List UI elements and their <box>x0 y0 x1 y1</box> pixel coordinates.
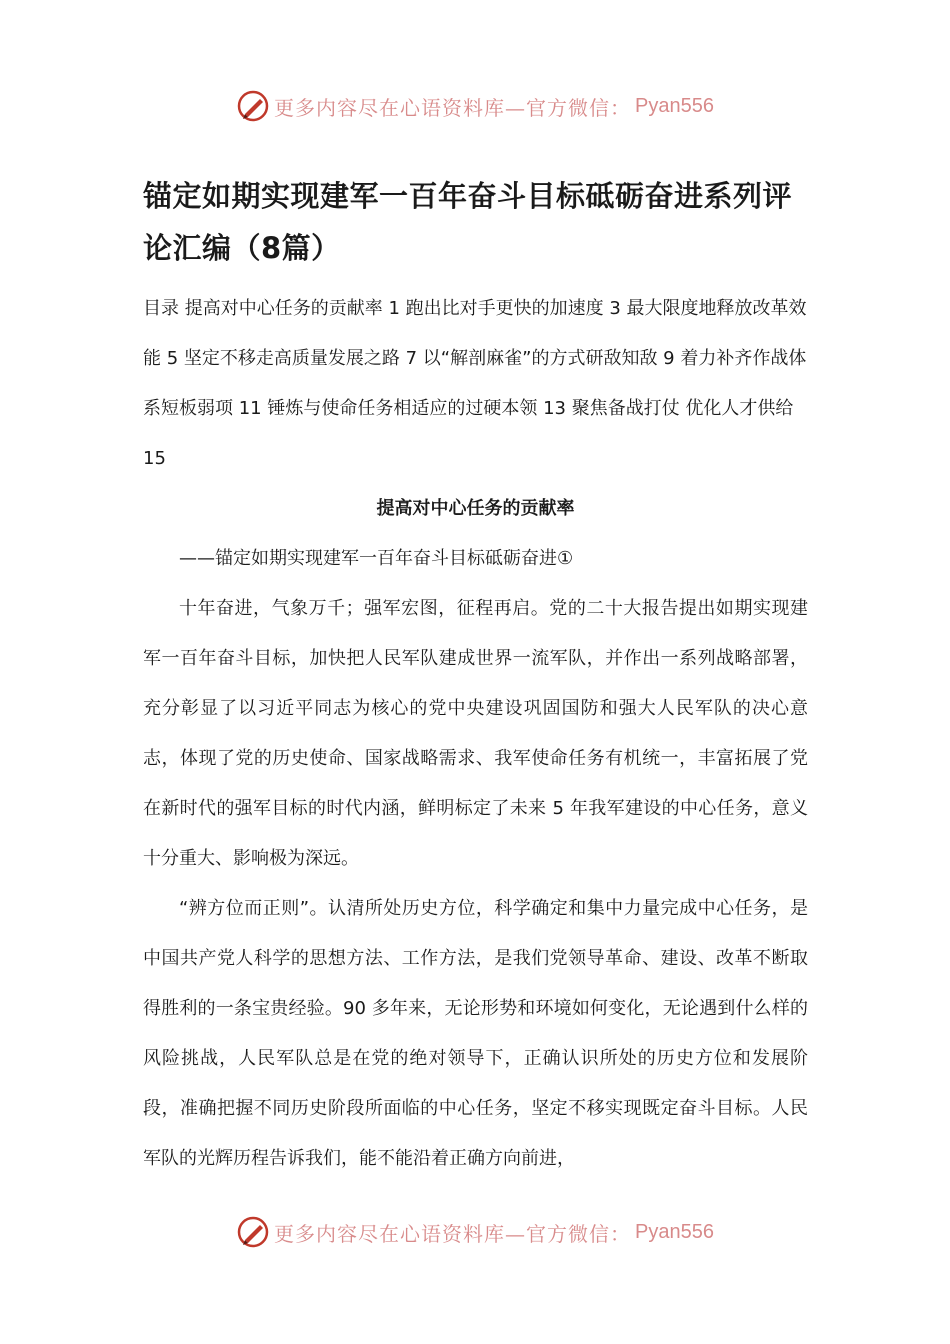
section-title: 提高对中心任务的贡献率 <box>376 498 575 519</box>
paragraph: “辨方位而正则”。认清所处历史方位，科学确定和集中力量完成中心任务，是中国共产党人科学的思想方法、工作方法，是我们党领导革命、建设、改革不断取得胜利的一条宝贵经验。90 多年来，无论形势和环境如何变化，无论遇到什么样的风险挑战，人民军队总是在党的绝对领导下，正确认识所处的历史方位和发展阶段，准确把握不同历史阶段所面临的中心任务，坚定不移实现既定奋斗目标。人民军队的光辉历程告诉我们，能不能沿着正确方向前进， <box>143 898 808 1169</box>
table-of-contents: 目录 提高对中心任务的贡献率 1 跑出比对手更快的加速度 3 最大限度地释放改革效能 5 坚定不移走高质量发展之路 7 以“解剖麻雀”的方式研敌知敌 9 着力补齐作战体系短板弱项 11 锤炼与使命任务相适应的过硬本领 13 聚焦备战打仗 优化人才供给 15 <box>143 298 807 469</box>
pen-logo-icon <box>236 89 270 123</box>
document-body <box>143 170 808 1184</box>
banner-wechat-id: Pyan556 <box>635 94 714 117</box>
banner-wechat-id: Pyan556 <box>635 1220 714 1243</box>
banner-text: 更多内容尽在心语资料库—官方微信： <box>274 1221 632 1246</box>
banner-text: 更多内容尽在心语资料库—官方微信： <box>274 95 632 120</box>
section-subtitle: ——锚定如期实现建军一百年奋斗目标砥砺奋进① <box>179 548 574 569</box>
paragraph: 十年奋进，气象万千；强军宏图，征程再启。党的二十大报告提出如期实现建军一百年奋斗目标，加快把人民军队建成世界一流军队，并作出一系列战略部署，充分彰显了以习近平同志为核心的党中央建设巩固国防和强大人民军队的决心意志，体现了党的历史使命、国家战略需求、我军使命任务有机统一，丰富拓展了党在新时代的强军目标的时代内涵，鲜明标定了未来 5 年我军建设的中心任务，意义十分重大、影响极为深远。 <box>143 598 808 869</box>
header-banner <box>0 86 950 126</box>
document-title: 锚定如期实现建军一百年奋斗目标砥砺奋进系列评论汇编（8篇） <box>143 179 793 265</box>
footer-banner <box>0 1212 950 1252</box>
pen-logo-icon <box>236 1215 270 1249</box>
